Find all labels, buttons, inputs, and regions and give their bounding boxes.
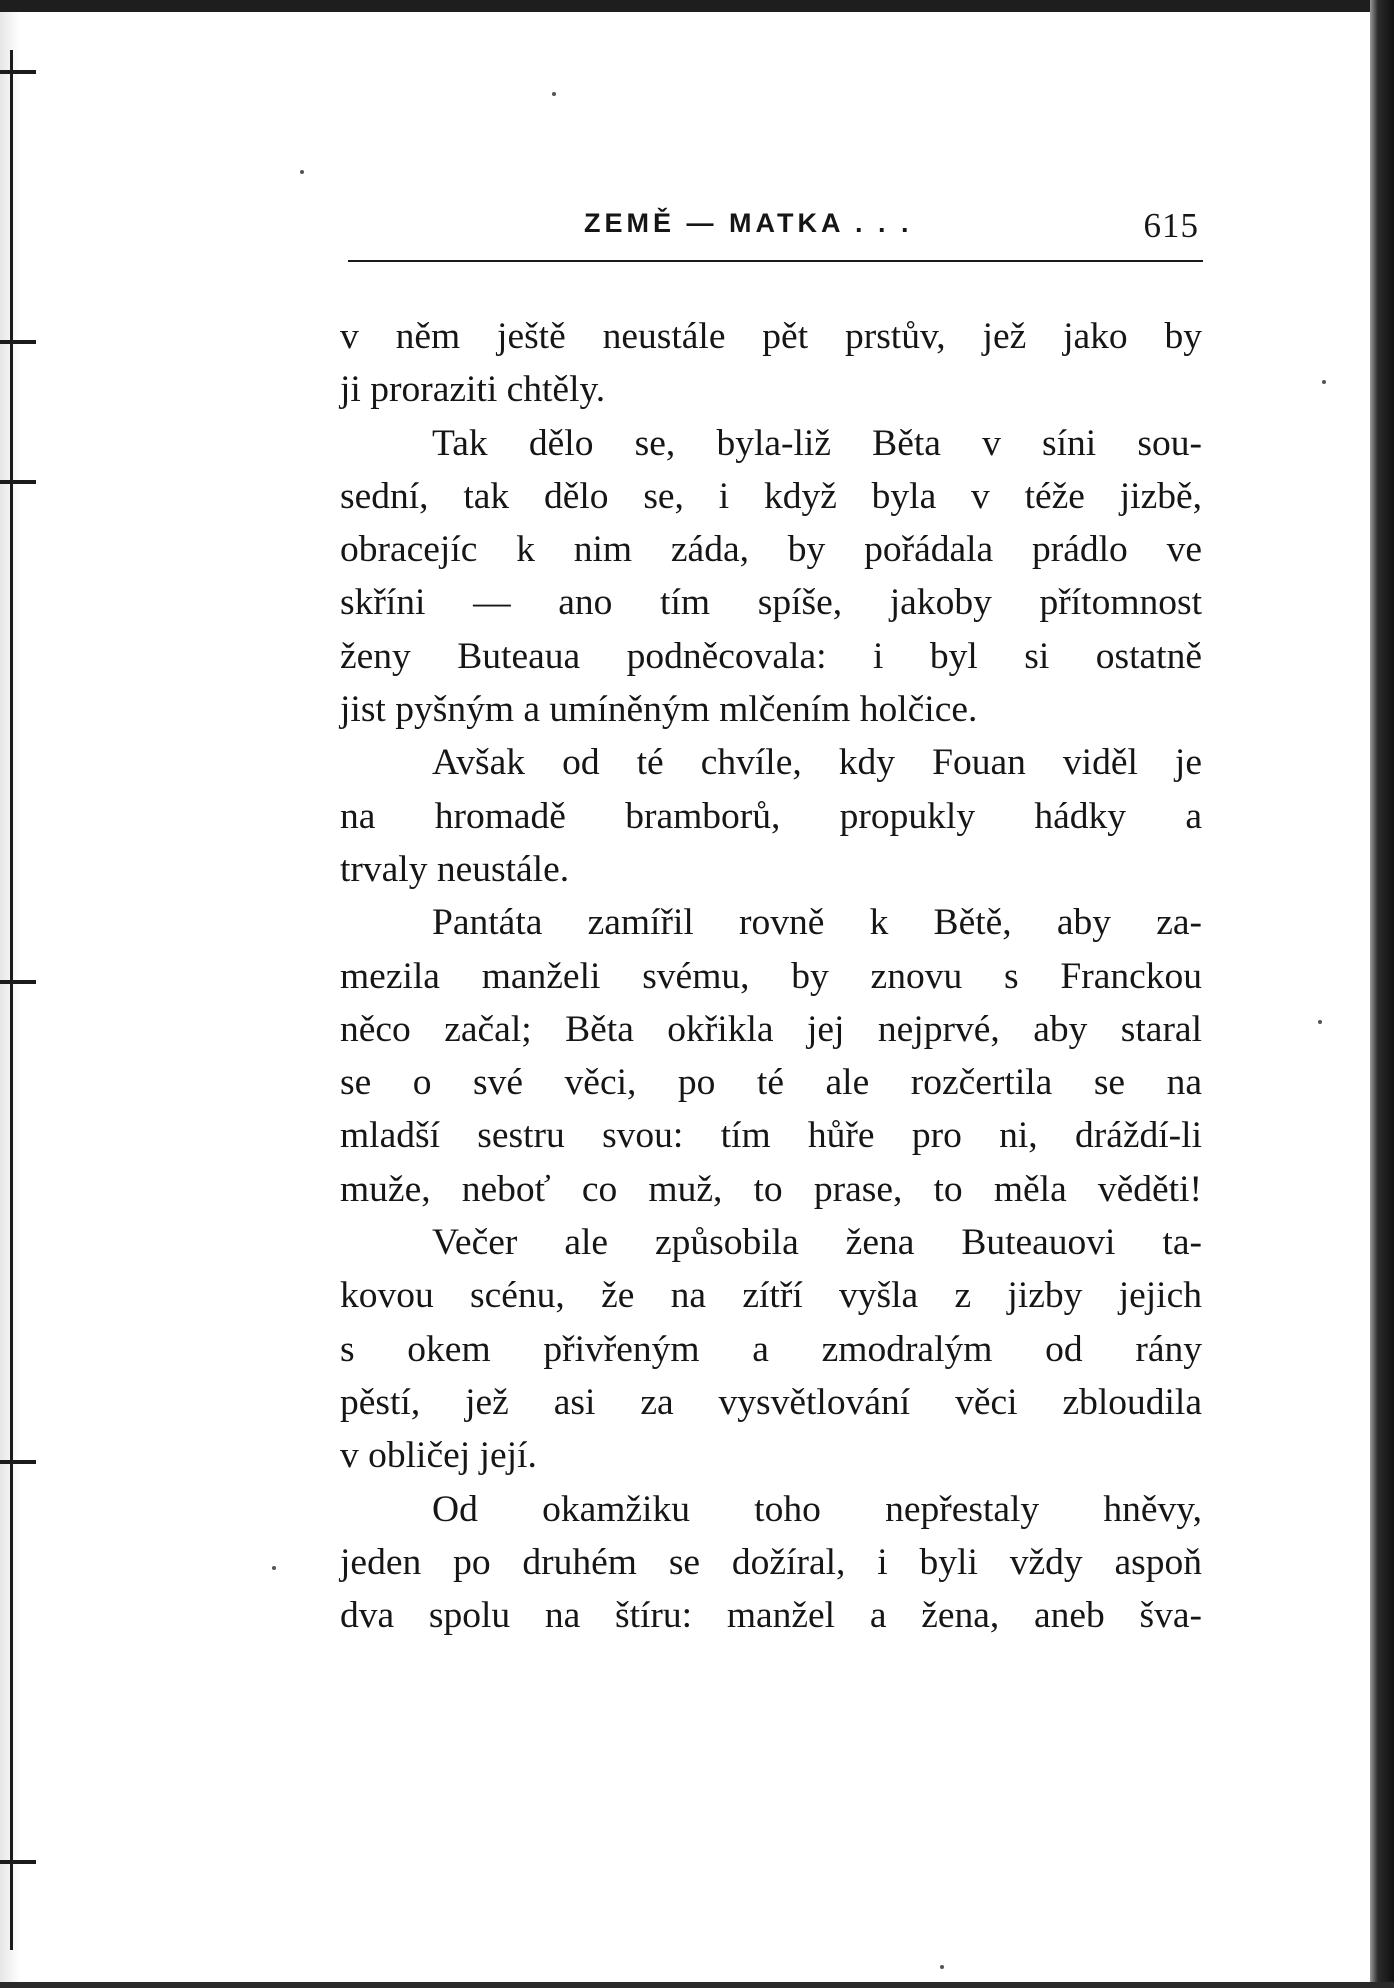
text-line: v něm ještě neustále pět prstův, jež jako by: [340, 316, 1202, 357]
text-line: Pantáta zamířil rovně k Bětě, aby za-: [432, 902, 1202, 944]
text-line: na hromadě bramborů, propukly hádky a: [340, 795, 1202, 837]
body-text: [340, 310, 1202, 1642]
scan-speck: [300, 170, 304, 174]
text-line: s okem přivřeným a zmodralým od rány: [340, 1328, 1202, 1370]
text-line: něco začal; Běta okřikla jej nejprvé, aby staral: [340, 1008, 1202, 1050]
scan-right-edge: [1370, 0, 1394, 1988]
binding-tick: [0, 340, 36, 344]
text-line: Od okamžiku toho nepřestaly hněvy,: [432, 1488, 1202, 1530]
text-line: obracejíc k nim záda, by pořádala prádlo ve: [340, 529, 1202, 571]
scan-speck: [1322, 380, 1326, 384]
text-line: mezila manželi svému, by znovu s Franckou: [340, 955, 1202, 997]
text-line: dva spolu na štíru: manžel a žena, aneb šva-: [340, 1595, 1202, 1637]
scan-speck: [552, 92, 556, 96]
text-line: ženy Buteaua podněcovala: i byl si ostatně: [340, 635, 1202, 677]
text-line: Avšak od té chvíle, kdy Fouan viděl je: [432, 742, 1202, 784]
text-line: pěstí, jež asi za vysvětlování věci zbloudila: [340, 1381, 1202, 1423]
binding-tick: [0, 480, 36, 484]
binding-tick: [0, 1460, 36, 1464]
text-line: mladší sestru svou: tím hůře pro ni, dráždí-li: [340, 1115, 1202, 1157]
text-line: ji proraziti chtěly.: [340, 369, 606, 411]
text-line: se o své věci, po té ale rozčertila se na: [340, 1062, 1202, 1104]
text-line: trvaly neustále.: [340, 848, 570, 890]
scan-speck: [272, 1566, 276, 1570]
text-line: Tak dělo se, byla-liž Běta v síni sou-: [432, 422, 1202, 464]
text-line: v obličej její.: [340, 1435, 537, 1477]
binding-tick: [0, 980, 36, 984]
page-header: [348, 208, 1203, 262]
text-line: jeden po druhém se dožíral, i byli vždy aspoň: [340, 1541, 1202, 1583]
scan-top-edge: [0, 0, 1394, 12]
text-line: muže, neboť co muž, to prase, to měla věděti!: [340, 1168, 1202, 1210]
text-line: jist pyšným a umíněným mlčením holčice.: [340, 689, 978, 731]
scan-speck: [1318, 1020, 1322, 1024]
binding-tick: [0, 70, 36, 74]
text-line: sední, tak dělo se, i když byla v téže jizbě,: [340, 475, 1202, 517]
page-number: 615: [1143, 206, 1199, 245]
text-line: Večer ale způsobila žena Buteauovi ta-: [432, 1222, 1202, 1264]
binding-tick: [0, 1860, 36, 1864]
scan-bottom-edge: [0, 1982, 1394, 1988]
binding-spine-line: [10, 50, 13, 1950]
text-line: skříni — ano tím spíše, jakoby přítomnost: [340, 582, 1202, 624]
text-line: kovou scénu, že na zítří vyšla z jizby jejich: [340, 1275, 1202, 1317]
scan-speck: [940, 1965, 944, 1969]
running-title: ZEMĚ — MATKA . . .: [584, 208, 913, 238]
